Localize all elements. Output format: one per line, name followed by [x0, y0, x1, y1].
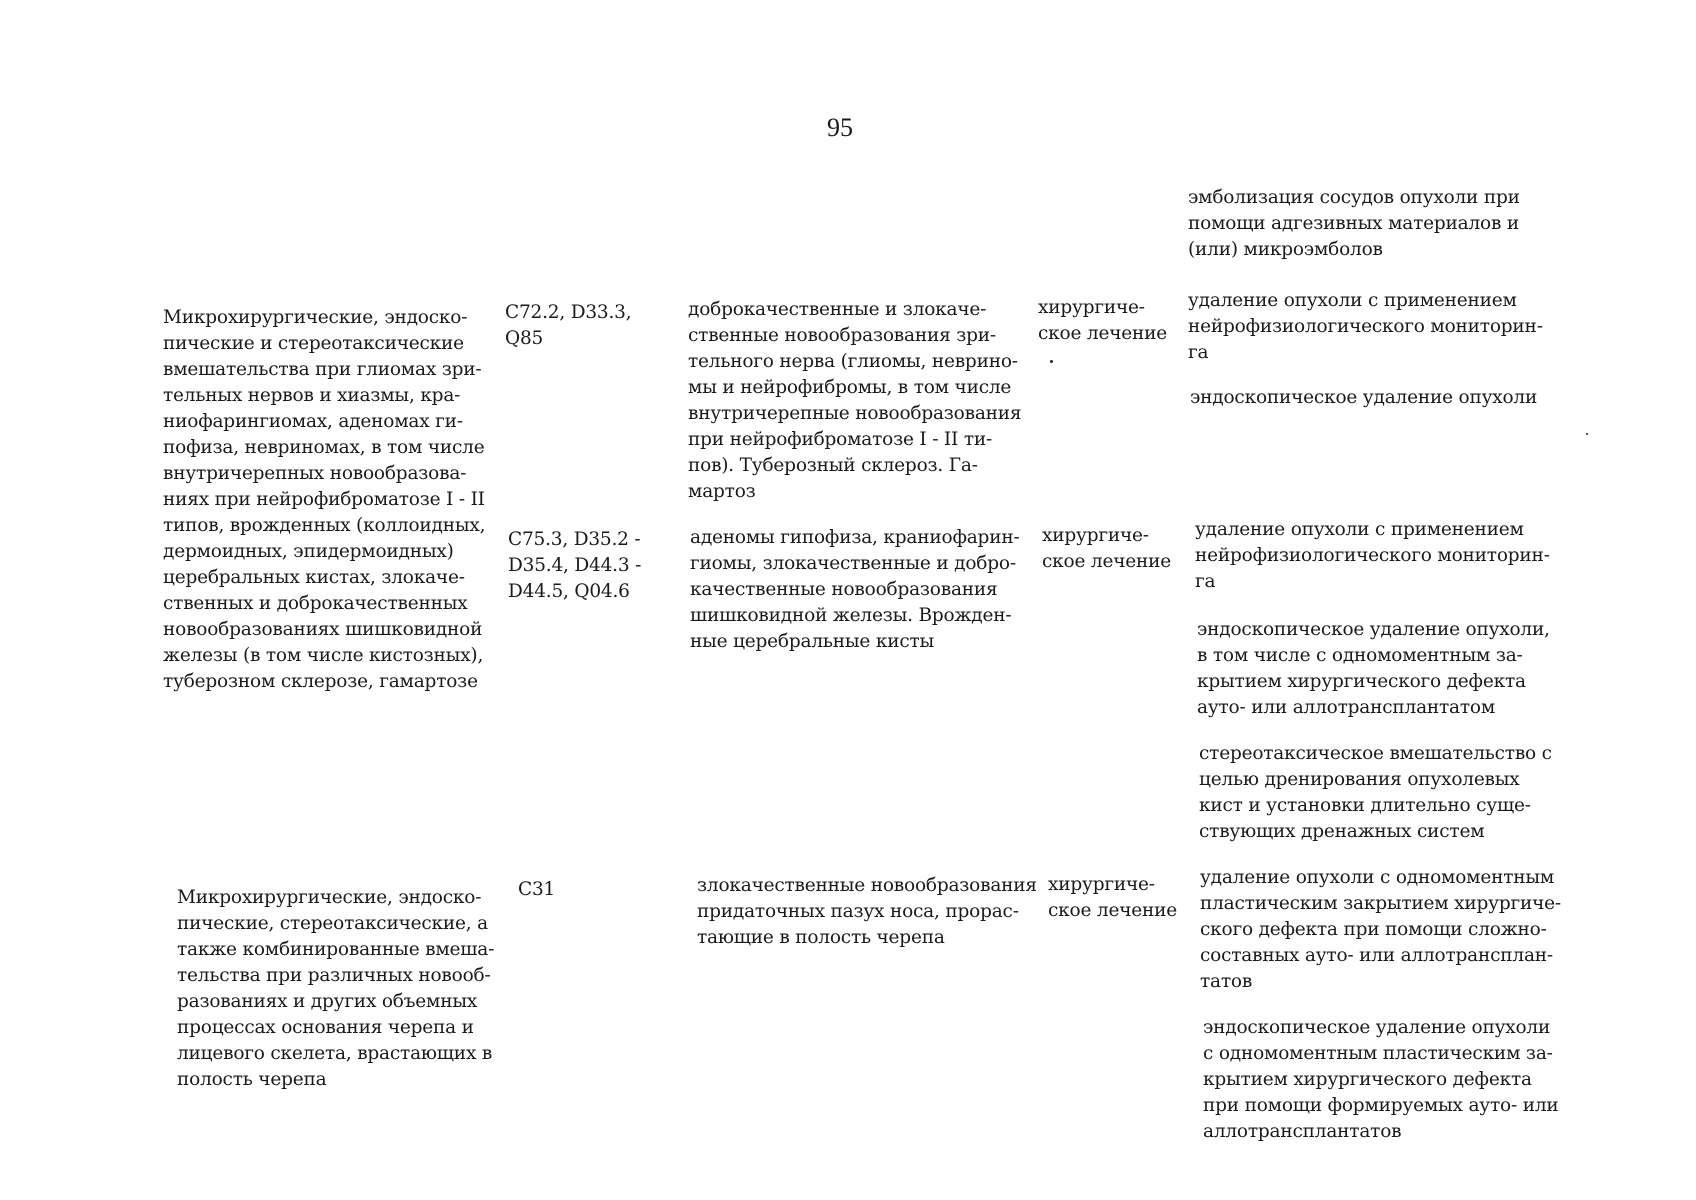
method-text-continued — [1188, 185, 1588, 263]
treatment-cell — [1038, 295, 1188, 347]
text-line: тельных нервов и хиазмы, кра- — [163, 385, 461, 406]
codes-cell — [508, 527, 668, 605]
text-line: удаление опухоли с применением — [1195, 519, 1524, 540]
text-line: хирургиче- — [1038, 297, 1145, 318]
text-line: лицевого скелета, врастающих в — [177, 1043, 493, 1064]
text-line: гиомы, злокачественные и добро- — [690, 553, 1016, 574]
text-line: C72.2, D33.3, — [505, 302, 632, 323]
text-line: крытием хирургического дефекта — [1197, 671, 1526, 692]
treatment-cell — [1042, 523, 1192, 575]
text-line: дермоидных, эпидермоидных) — [163, 541, 454, 562]
text-line: с одномоментным пластическим за- — [1203, 1043, 1553, 1064]
text-line: D35.4, D44.3 - — [508, 555, 642, 576]
text-line: удаление опухоли с одномоментным — [1200, 867, 1555, 888]
text-line: D44.5, Q04.6 — [508, 581, 630, 602]
text-line: вмешательства при глиомах зри- — [163, 359, 482, 380]
text-line: шишковидной железы. Врожден- — [690, 605, 1012, 626]
text-line: церебральных кистах, злокаче- — [163, 567, 465, 588]
text-line: при нейрофиброматозе I - II ти- — [688, 429, 993, 450]
text-line: тающие в полость черепа — [697, 927, 945, 948]
text-line: пические и стереотаксические — [163, 333, 464, 354]
text-line: доброкачественные и злокаче- — [688, 299, 987, 320]
text-line: га — [1195, 571, 1216, 592]
text-line: эндоскопическое удаление опухоли — [1190, 387, 1538, 408]
text-line: крытием хирургического дефекта — [1203, 1069, 1532, 1090]
method-text — [1188, 288, 1588, 366]
text-line: при помощи формируемых ауто- или — [1203, 1095, 1559, 1116]
text-line: ское лечение — [1048, 900, 1177, 921]
text-line: мартоз — [688, 481, 756, 502]
text-line: ствующих дренажных систем — [1199, 821, 1485, 842]
text-line: пофиза, невриномах, в том числе — [163, 437, 485, 458]
text-line: пластическим закрытием хирургиче- — [1200, 893, 1561, 914]
text-line: кист и установки длительно суще- — [1199, 795, 1531, 816]
diagnosis-cell — [697, 873, 1037, 951]
text-line: пические, стереотаксические, а — [177, 913, 488, 934]
intervention-cell — [163, 305, 503, 695]
text-line: ниофарингиомах, аденомах ги- — [163, 411, 463, 432]
text-line: ское лечение — [1042, 551, 1171, 572]
method-text — [1200, 865, 1600, 995]
text-line: пов). Туберозный склероз. Га- — [688, 455, 978, 476]
text-line: татов — [1200, 971, 1253, 992]
diagnosis-cell — [690, 525, 1030, 655]
text-line: (или) микроэмболов — [1188, 239, 1383, 260]
text-line: стереотаксическое вмешательство с — [1199, 743, 1552, 764]
text-line: аденомы гипофиза, краниофарин- — [690, 527, 1020, 548]
text-line: мы и нейрофибромы, в том числе — [688, 377, 1012, 398]
text-line: хирургиче- — [1048, 874, 1155, 895]
text-line: ные церебральные кисты — [690, 631, 935, 652]
text-line: C31 — [518, 879, 556, 900]
text-line: новообразованиях шишковидной — [163, 619, 483, 640]
method-text — [1190, 385, 1590, 411]
treatment-cell — [1048, 872, 1198, 924]
text-line: железы (в том числе кистозных), — [163, 645, 484, 666]
text-line: нейрофизиологического мониторин- — [1188, 316, 1543, 337]
text-line: ского дефекта при помощи сложно- — [1200, 919, 1547, 940]
text-line: составных ауто- или аллотрансплан- — [1200, 945, 1553, 966]
text-line: в том числе с одномоментным за- — [1197, 645, 1523, 666]
text-line: эмболизация сосудов опухоли при — [1188, 187, 1520, 208]
intervention-cell — [177, 885, 517, 1093]
text-line: помощи адгезивных материалов и — [1188, 213, 1519, 234]
text-line: нейрофизиологического мониторин- — [1195, 545, 1550, 566]
text-line: типов, врожденных (коллоидных, — [163, 515, 486, 536]
method-text — [1197, 617, 1597, 721]
text-line: тельства при различных новооб- — [177, 965, 491, 986]
method-text — [1203, 1015, 1603, 1145]
diagnosis-cell — [688, 297, 1028, 505]
text-line: эндоскопическое удаление опухоли, — [1197, 619, 1550, 640]
text-line: аллотрансплантатов — [1203, 1121, 1402, 1142]
codes-cell — [505, 300, 665, 352]
text-line: эндоскопическое удаление опухоли — [1203, 1017, 1551, 1038]
text-line: Микрохирургические, эндоско- — [163, 307, 468, 328]
text-line: качественные новообразования — [690, 579, 998, 600]
text-line: ственные новообразования зри- — [688, 325, 996, 346]
text-line: туберозном склерозе, гамартозе — [163, 671, 478, 692]
text-line: целью дренирования опухолевых — [1199, 769, 1520, 790]
text-line: ауто- или аллотрансплантатом — [1197, 697, 1496, 718]
text-line: полость черепа — [177, 1069, 327, 1090]
method-text — [1199, 741, 1599, 845]
text-line: хирургиче- — [1042, 525, 1149, 546]
scan-speck — [1050, 360, 1053, 363]
text-line: удаление опухоли с применением — [1188, 290, 1517, 311]
codes-cell — [518, 877, 678, 903]
text-line: также комбинированные вмеша- — [177, 939, 495, 960]
scan-speck — [1586, 433, 1588, 435]
method-text — [1195, 517, 1595, 595]
text-line: ственных и доброкачественных — [163, 593, 468, 614]
text-line: придаточных пазух носа, прорас- — [697, 901, 1019, 922]
text-line: C75.3, D35.2 - — [508, 529, 641, 550]
text-line: ниях при нейрофиброматозе I - II — [163, 489, 485, 510]
page-number: 95 — [827, 113, 853, 142]
text-line: ское лечение — [1038, 323, 1167, 344]
text-line: Q85 — [505, 328, 544, 349]
text-line: процессах основания черепа и — [177, 1017, 474, 1038]
text-line: злокачественные новообразования — [697, 875, 1037, 896]
text-line: внутричерепных новообразова- — [163, 463, 467, 484]
text-line: га — [1188, 342, 1209, 363]
text-line: тельного нерва (глиомы, неврино- — [688, 351, 1018, 372]
text-line: внутричерепные новообразования — [688, 403, 1022, 424]
text-line: Микрохирургические, эндоско- — [177, 887, 482, 908]
text-line: разованиях и других объемных — [177, 991, 478, 1012]
